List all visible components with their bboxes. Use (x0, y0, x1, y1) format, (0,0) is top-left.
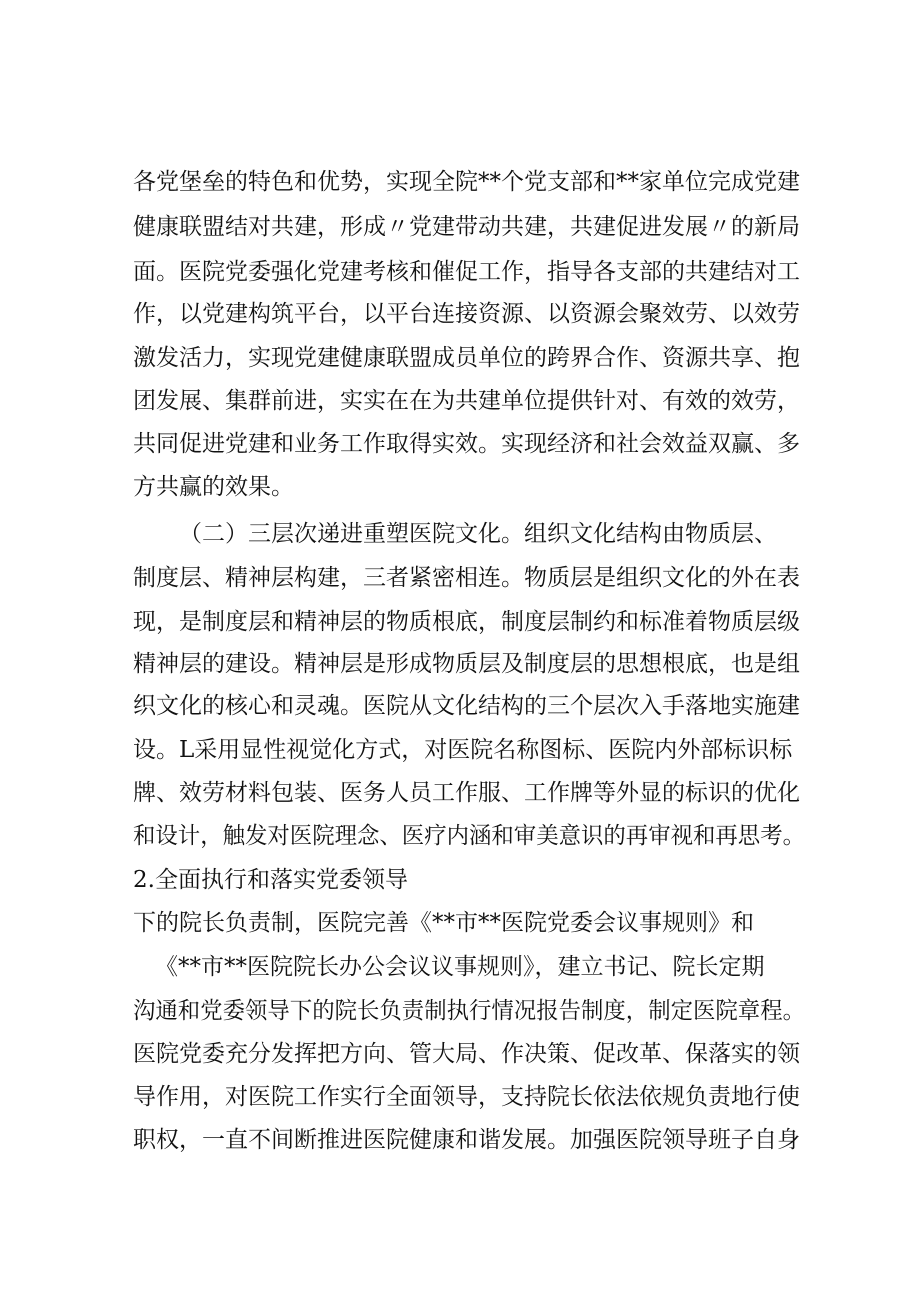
paragraph-line: 健康联盟结对共建，形成〃党建带动共建，共建促进发展〃的新局 (133, 214, 800, 240)
paragraph-line: 方共赢的效果。 (133, 474, 294, 500)
paragraph-line: 设。L采用显性视觉化方式，对医院名称图标、医院内外部标识标 (133, 737, 793, 763)
paragraph-line: 精神层的建设。精神层是形成物质层及制度层的思想根底，也是组 (133, 651, 800, 677)
paragraph-line: 制度层、精神层构建，三者紧密相连。物质层是组织文化的外在表 (133, 565, 800, 591)
numbered-heading-line: 2.全面执行和落实党委领导 (133, 867, 408, 893)
paragraph-line: 织文化的核心和灵魂。医院从文化结构的三个层次入手落地实施建 (133, 693, 800, 719)
section-heading-line: （二）三层次递进重塑医院文化。组织文化结构由物质层、 (179, 521, 777, 547)
paragraph-line: 共同促进党建和业务工作取得实效。实现经济和社会效益双赢、多 (133, 431, 800, 457)
paragraph-line: 牌、效劳材料包装、医务人员工作服、工作牌等外显的标识的优化 (133, 780, 800, 806)
paragraph-line: 激发活力，实现党建健康联盟成员单位的跨界合作、资源共享、抱 (133, 345, 800, 371)
paragraph-line: 导作用，对医院工作实行全面领导，支持院长依法依规负责地行使 (133, 1084, 800, 1110)
paragraph-line: 《**市**医院院长办公会议议事规则》，建立书记、院长定期 (155, 954, 765, 980)
paragraph-line: 面。医院党委强化党建考核和催促工作，指导各支部的共建结对工 (133, 259, 800, 285)
paragraph-line: 沟通和党委领导下的院长负责制执行情况报告制度，制定医院章程。 (133, 998, 805, 1024)
paragraph-line: 下的院长负责制，医院完善《**市**医院党委会议事规则》和 (133, 910, 754, 936)
paragraph-line: 现，是制度层和精神层的物质根底，制度层制约和标准着物质层级 (133, 609, 800, 635)
paragraph-line: 职权，一直不间断推进医院健康和谐发展。加强医院领导班子自身 (133, 1127, 800, 1153)
paragraph-line: 各党堡垒的特色和优势，实现全院**个党支部和**家单位完成党建 (133, 169, 800, 195)
paragraph-line: 和设计，触发对医院理念、医疗内涵和审美意识的再审视和再思考。 (133, 823, 805, 849)
paragraph-line: 作，以党建构筑平台，以平台连接资源、以资源会聚效劳、以效劳 (133, 301, 800, 327)
paragraph-line: 医院党委充分发挥把方向、管大局、作决策、促改革、保落实的领 (133, 1041, 800, 1067)
paragraph-line: 团发展、集群前进，实实在在为共建单位提供针对、有效的效劳， (133, 388, 800, 414)
